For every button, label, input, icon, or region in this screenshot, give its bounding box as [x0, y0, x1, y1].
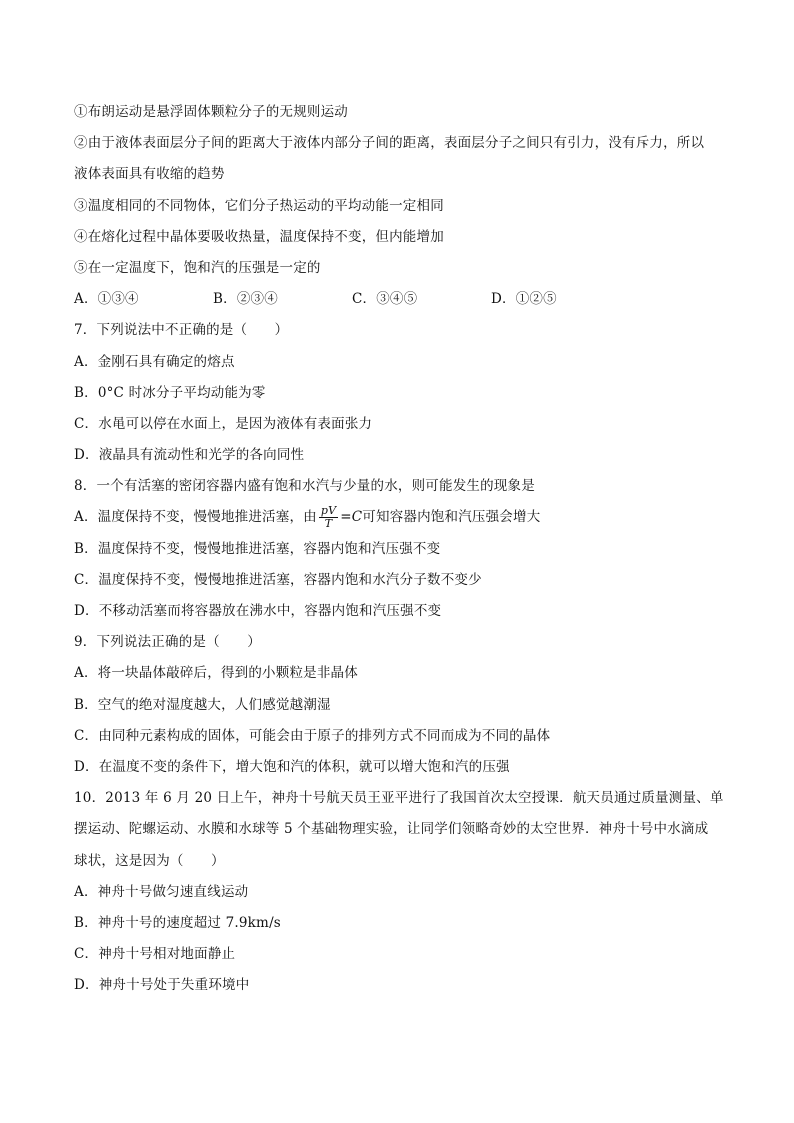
q7-option-c: C．水黾可以停在水面上，是因为液体有表面张力 — [74, 415, 373, 432]
q8-option-d: D．不移动活塞而将容器放在沸水中，容器内饱和汽压强不变 — [74, 603, 442, 619]
q8-formula-fraction — [319, 505, 338, 530]
statement-2-continued: 液体表面具有收缩的趋势 — [74, 166, 225, 183]
q10-option-a: A．神舟十号做匀速直线运动 — [74, 883, 249, 900]
q8-option-a-suffix: 可知容器内饱和汽压强会增大 — [362, 509, 541, 526]
q9-option-b: B．空气的绝对湿度越大，人们感觉越潮湿 — [74, 696, 331, 713]
q10-option-d: D．神舟十号处于失重环境中 — [74, 977, 250, 994]
q8-formula-constant: C — [351, 509, 363, 526]
q7-option-b: B．0°C 时冰分子平均动能为零 — [74, 384, 266, 401]
statement-2: ②由于液体表面层分子间的距离大于液体内部分子间的距离，表面层分子之间只有引力，没有斥力，所以 — [74, 135, 705, 152]
q8-formula-denominator: T — [324, 517, 333, 531]
statement-1: ①布朗运动是悬浮固体颗粒分子的无规则运动 — [74, 104, 348, 120]
q8-formula-equals: = — [340, 509, 352, 526]
q6-option-b: B．②③④ — [213, 291, 278, 308]
q7-option-a: A．金刚石具有确定的熔点 — [74, 353, 235, 370]
q10-stem-line-3: 球状，这是因为（ ） — [74, 852, 225, 869]
q8-option-b: B．温度保持不变，慢慢地推进活塞，容器内饱和汽压强不变 — [74, 540, 441, 557]
statement-3: ③温度相同的不同物体，它们分子热运动的平均动能一定相同 — [74, 197, 444, 214]
q8-option-a — [74, 502, 734, 533]
statement-4: ④在熔化过程中晶体要吸收热量，温度保持不变，但内能增加 — [74, 228, 444, 245]
q9-option-c: C．由同种元素构成的固体，可能会由于原子的排列方式不同而成为不同的晶体 — [74, 727, 551, 744]
q6-option-a: A．①③④ — [74, 291, 139, 308]
q6-option-d: D．①②⑤ — [491, 291, 557, 308]
q7-stem: 7．下列说法中不正确的是（ ） — [74, 322, 289, 339]
statement-5: ⑤在一定温度下，饱和汽的压强是一定的 — [74, 259, 321, 276]
q6-option-c: C．③④⑤ — [352, 291, 418, 308]
q8-option-a-prefix: A．温度保持不变，慢慢地推进活塞，由 — [74, 509, 317, 526]
q10-option-b: B．神舟十号的速度超过 7.9km/s — [74, 914, 281, 931]
document-page — [74, 97, 734, 1001]
q9-option-d: D．在温度不变的条件下，增大饱和汽的体积，就可以增大饱和汽的压强 — [74, 758, 510, 775]
q9-option-a: A．将一块晶体敲碎后，得到的小颗粒是非晶体 — [74, 665, 358, 682]
q6-options — [74, 284, 734, 315]
q9-stem: 9．下列说法正确的是（ ） — [74, 634, 261, 651]
q7-option-d: D．液晶具有流动性和光学的各向同性 — [74, 447, 305, 464]
q8-option-c: C．温度保持不变，慢慢地推进活塞，容器内饱和水汽分子数不变少 — [74, 571, 482, 588]
q10-stem-line-2: 摆运动、陀螺运动、水膜和水球等 5 个基础物理实验，让同学们领略奇妙的太空世界．神舟十号中水滴成 — [74, 821, 709, 838]
q10-stem-line-1: 10．2013 年 6 月 20 日上午，神舟十号航天员王亚平进行了我国首次太空授课．航天员通过质量测量、单 — [74, 790, 724, 807]
q8-formula-numerator: pV — [320, 504, 337, 518]
q8-stem: 8．一个有活塞的密闭容器内盛有饱和水汽与少量的水，则可能发生的现象是 — [74, 478, 535, 495]
q10-option-c: C．神舟十号相对地面静止 — [74, 946, 236, 963]
